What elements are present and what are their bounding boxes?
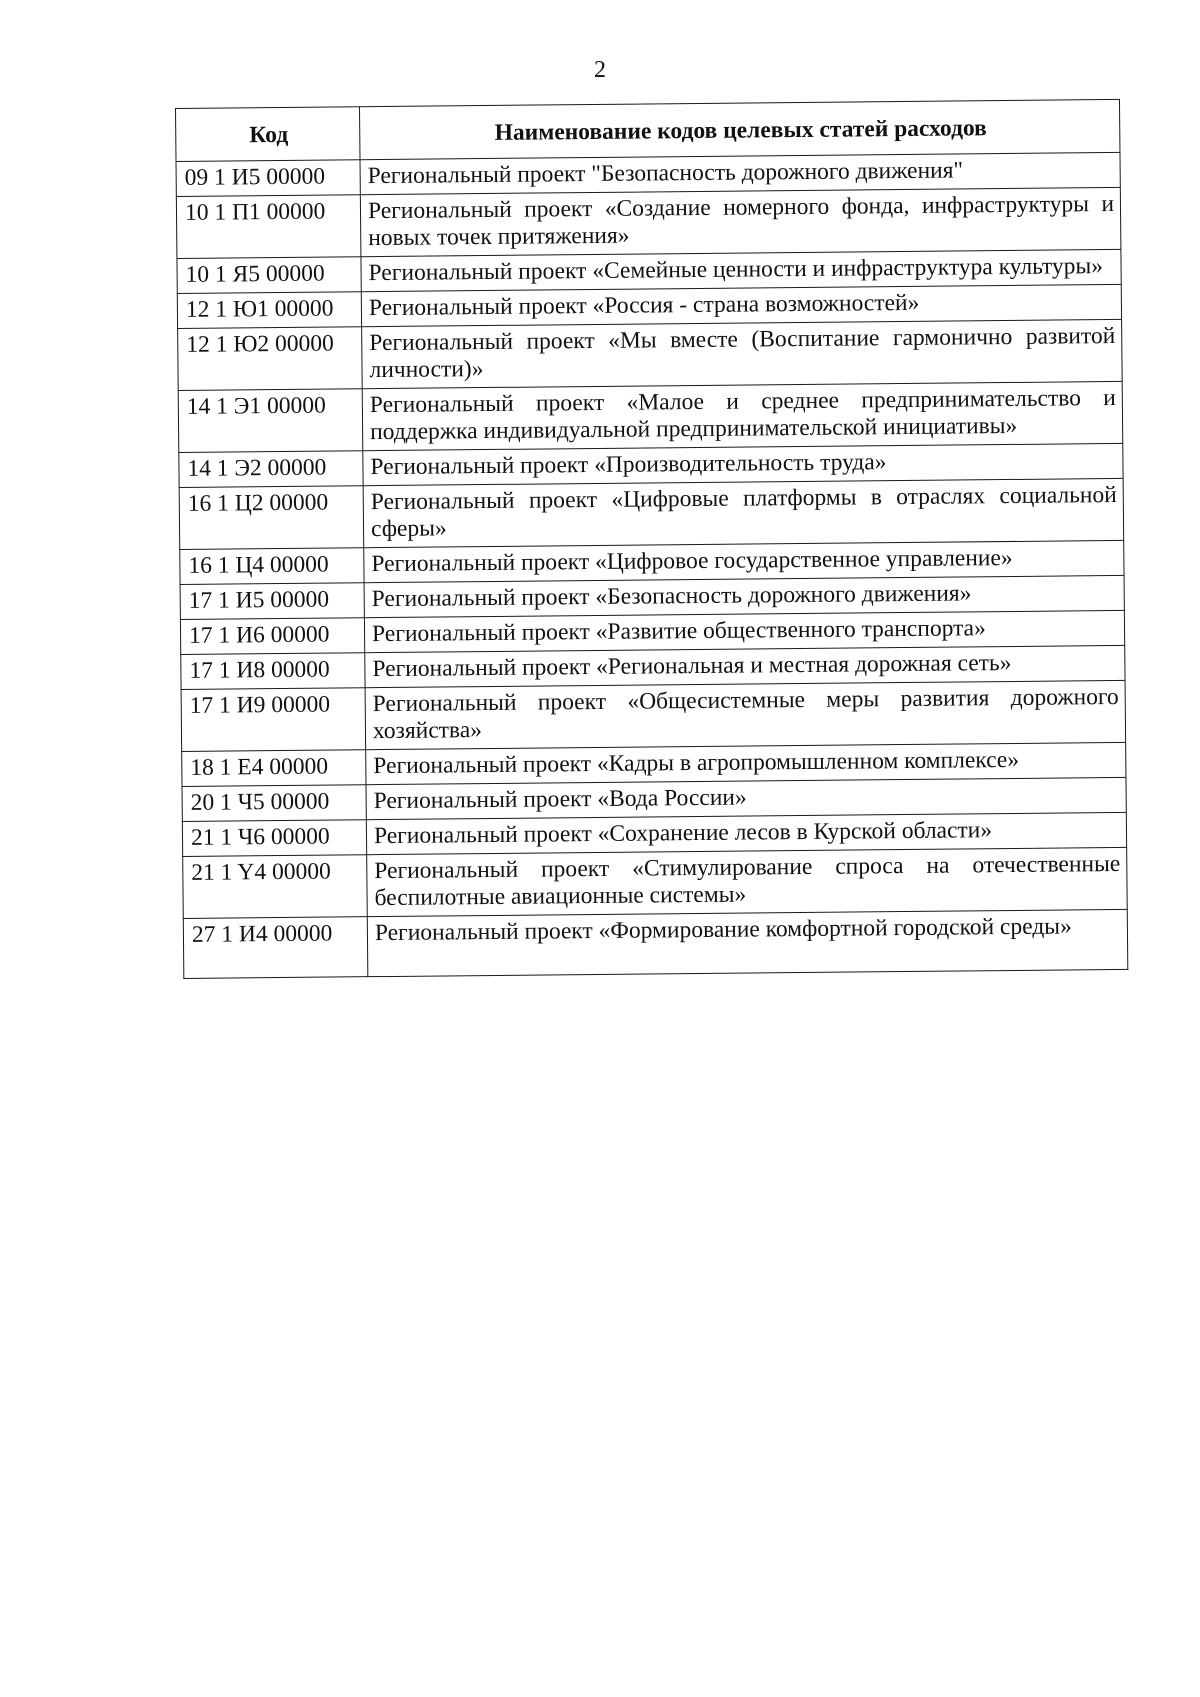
row-code: 12 1 Ю1 00000 [177,292,361,329]
row-name: Региональный проект «Семейные ценности и инфраструктура культуры» [361,249,1121,291]
row-code: 10 1 П1 00000 [176,195,361,259]
row-name: Региональный проект «Развитие общественного транспорта» [364,610,1124,652]
row-code: 10 1 Я5 00000 [177,257,361,294]
row-code: 20 1 Ч5 00000 [182,785,366,822]
row-code: 21 1 Y4 00000 [183,855,368,919]
table-row [179,478,1124,549]
row-code: 17 1 И5 00000 [180,583,364,620]
header-code: Код [176,107,361,162]
row-name: Региональный проект «Кадры в агропромышленном комплексе» [366,742,1126,784]
row-code: 12 1 Ю2 00000 [178,327,363,391]
row-code: 16 1 Ц2 00000 [179,486,364,550]
row-name: Региональный проект «Вода России» [366,777,1126,819]
row-name: Региональный проект «Безопасность дорожного движения» [364,575,1124,617]
row-name: Региональный проект «Региональная и местная дорожная сеть» [365,645,1125,687]
row-name: Региональный проект "Безопасность дорожного движения" [360,152,1120,194]
table-row [183,909,1128,978]
row-code: 18 1 Е4 00000 [182,750,366,787]
row-code: 14 1 Э1 00000 [178,389,363,453]
row-name: Региональный проект «Создание номерного фонда, инфраструктуры и новых точек притяжения» [360,187,1121,256]
row-name: Региональный проект «Сохранение лесов в Курской области» [366,812,1126,854]
row-code: 27 1 И4 00000 [183,917,368,979]
table-row [178,381,1123,452]
header-name: Наименование кодов целевых статей расходов [359,99,1119,159]
row-name: Региональный проект «Цифровое государственное управление» [364,540,1124,582]
row-code: 17 1 И6 00000 [180,618,364,655]
row-name: Региональный проект «Малое и среднее предпринимательство и поддержка индивидуальной предпринимательской инициативы» [362,381,1123,450]
row-name: Региональный проект «Мы вместе (Воспитание гармонично развитой личности)» [362,319,1123,388]
table-row [176,187,1121,258]
table-row [183,847,1128,918]
row-name: Региональный проект «Общесистемные меры развития дорожного хозяйства» [365,680,1126,749]
row-code: 09 1 И5 00000 [176,160,360,197]
row-name: Региональный проект «Формирование комфортной городской среды» [367,909,1128,976]
row-code: 16 1 Ц4 00000 [180,548,364,585]
row-name: Региональный проект «Производительность труда» [363,443,1123,485]
row-name: Региональный проект «Стимулирование спроса на отечественные беспилотные авиационные системы» [367,847,1128,916]
row-code: 17 1 И8 00000 [181,653,365,690]
table-header-row [176,99,1120,161]
row-code: 21 1 Ч6 00000 [182,820,366,857]
row-name: Региональный проект «Россия - страна возможностей» [361,284,1121,326]
row-code: 14 1 Э2 00000 [179,451,363,488]
page-number: 2 [594,57,606,83]
table-row [178,319,1123,390]
table-row [181,680,1126,751]
row-code: 17 1 И9 00000 [181,688,366,752]
budget-codes-table [175,99,1128,979]
row-name: Региональный проект «Цифровые платформы в отраслях социальной сферы» [363,478,1124,547]
